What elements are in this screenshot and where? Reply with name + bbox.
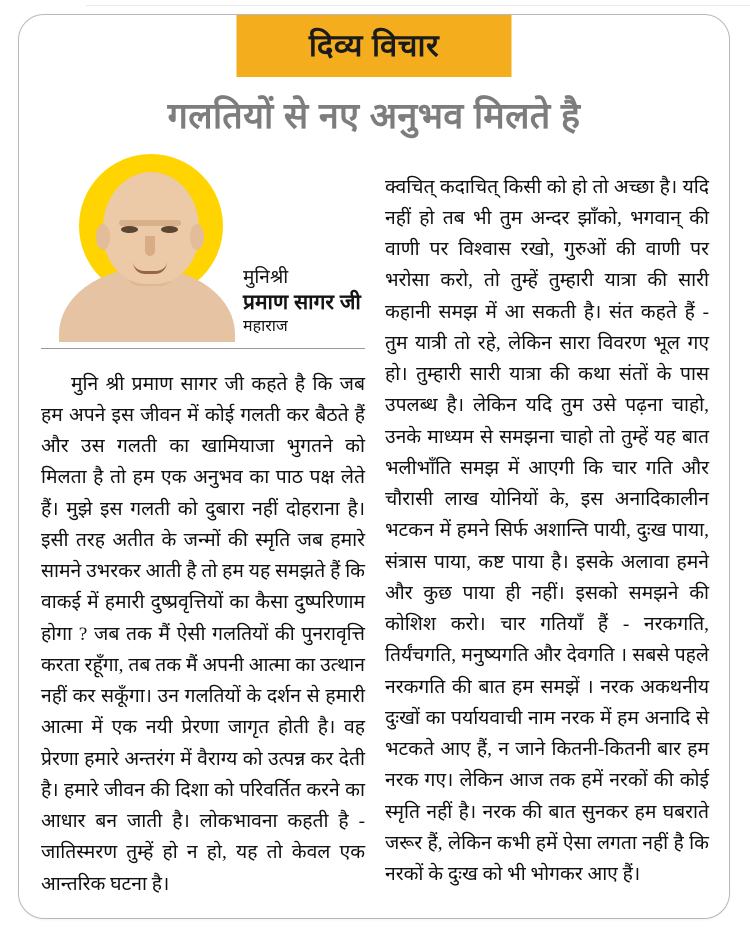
top-divider-rule xyxy=(86,5,750,6)
masthead-title: दिव्य विचार xyxy=(308,27,440,63)
article-columns xyxy=(19,136,729,919)
byline-honorific: मुनिश्री xyxy=(243,267,289,289)
article-headline: गलतियों से नए अनुभव मिलते है xyxy=(167,95,581,136)
nose-shape xyxy=(145,236,155,256)
masthead-banner xyxy=(237,15,512,77)
byline-name: प्रमाण सागर जी xyxy=(243,291,361,315)
left-column-text: मुनि श्री प्रमाण सागर जी कहते है कि जब हम अपने इस जीवन में कोई गलती कर बैठते हैं और उस गलती का खामियाजा भुगतने को मिलता है तो हम एक अनुभव का पाठ पक्ष लेते हैं। मुझे इस गलती को दुबारा नहीं दोहराना है। इसी तरह अतीत के जन्मों की स्मृति जब हमारे सामने उभरकर आती है तो हम यह समझते हैं कि वाकई में हमारी दुष्प्रवृत्तियों का कैसा दुष्परिणाम होगा ? जब तक मैं ऐसी गलतियों की पुनरावृत्ति करता रहूँगा, तब तक मैं अपनी आत्मा का उत्थान नहीं कर सकूँगा। उन गलतियों के दर्शन से हमारी आत्मा में एक नयी प्रेरणा जागृत होती है। वह प्रेरणा हमारे अन्तरंग में वैराग्य को उत्पन्न कर देती है। हमारे जीवन की दिशा को परिवर्तित करने का आधार बन जाती है। लोकभावना कहती है - जातिस्मरण तुम्हें हो न हो, यह तो केवल एक आन्तरिक घटना है। xyxy=(41,373,365,895)
right-column xyxy=(385,152,709,919)
left-column xyxy=(41,152,365,919)
byline-title: महाराज xyxy=(243,317,288,335)
author-figure xyxy=(41,152,365,342)
monk-portrait-image xyxy=(41,152,237,342)
right-column-text: क्वचित् कदाचित् किसी को हो तो अच्छा है। यदि नहीं हो तब भी तुम अन्दर झाँको, भगवान् की वाणी पर विश्वास रखो, गुरुओं की वाणी पर भरोसा करो, तो तुम्हें तुम्हारी यात्रा की सारी कहानी समझ में आ सकती है। संत कहते हैं - तुम यात्री तो रहे, लेकिन सारा विवरण भूल गए हो। तुम्हारी सारी यात्रा की कथा संतों के पास उपलब्ध है। लेकिन यदि तुम उसे पढ़ना चाहो, उनके माध्यम से समझना चाहो तो तुम्हें यह बात भलीभाँति समझ में आएगी कि चार गति और चौरासी लाख योनियों के, इस अनादिकालीन भटकन में हमने सिर्फ अशान्ति पायी, दुःख पाया, संत्रास पाया, कष्ट पाया है। इसके अलावा हमने और कुछ पाया ही नहीं। इसको समझने की कोशिश करो। चार गतियाँ हैं - नरकगति, तिर्यंचगति, मनुष्यगति और देवगति । सबसे पहले नरकगति की बात हम समझें । नरक अकथनीय दुःखों का पर्यायवाची नाम नरक में हम अनादि से भटकते आए हैं, न जाने कितनी-कितनी बार हम नरक गए। लेकिन आज तक हमें नरकों की कोई स्मृति नहीं है। नरक की बात सुनकर हम घबराते जरूर हैं, लेकिन कभी हमें ऐसा लगता नहीं है कि नरकों के दुःख को भी भोगकर आए हैं। xyxy=(385,176,709,886)
masthead-container xyxy=(19,15,729,77)
author-byline xyxy=(237,266,365,342)
article-card xyxy=(18,14,730,919)
byline-divider xyxy=(41,348,365,349)
